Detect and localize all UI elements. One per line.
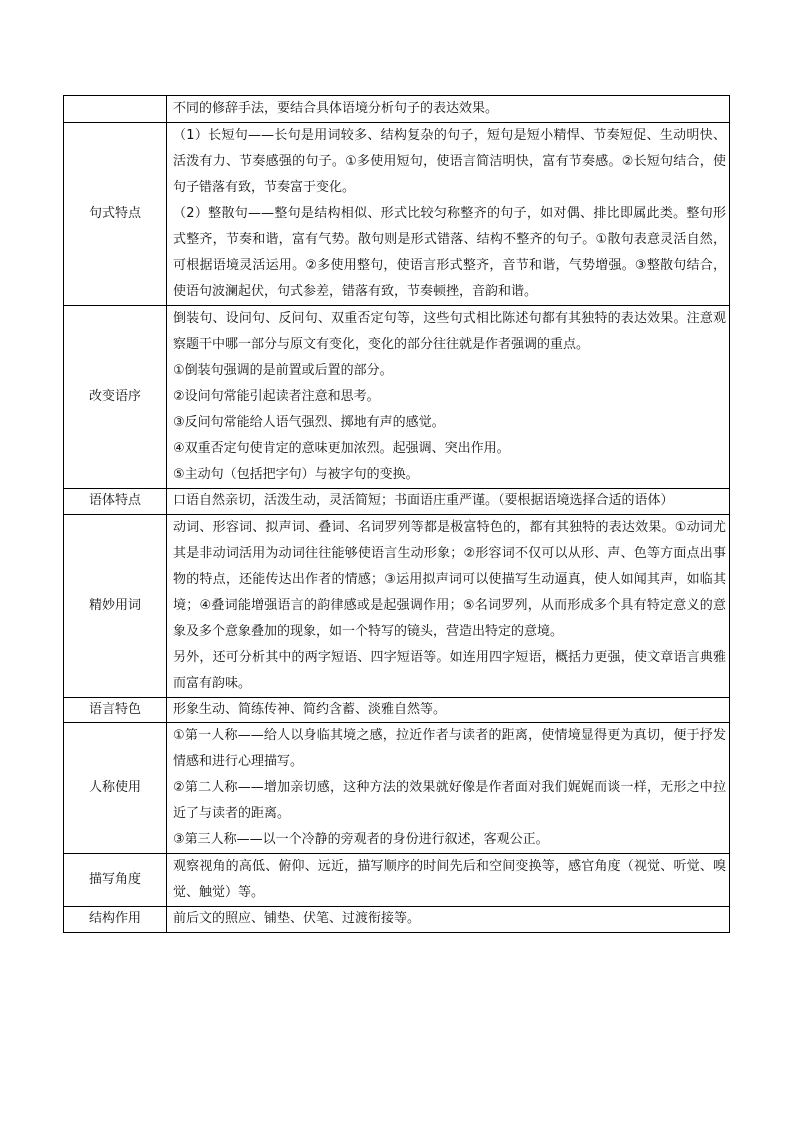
paragraph: ②设问句常能引起读者注意和思考。 [173,389,380,404]
row-content [167,697,730,723]
row-label-description-angle: 描写角度 [64,854,167,907]
paragraph: 观察视角的高低、俯仰、远近，描写顺序的时间先后和空间变换等，感官角度（视觉、听觉、嗅觉、触觉）等。 [173,859,726,900]
paragraph: ③第三人称——以一个冷静的旁观者的身份进行叙述，客观公正。 [173,832,549,847]
table-row [64,854,730,907]
row-content [167,907,730,933]
paragraph: 形象生动、简练传神、简约含蓄、淡雅自然等。 [173,701,447,717]
table-row [64,723,730,854]
paragraph: 另外，还可分析其中的两字短语、四字短语等。如连用四字短语，概括力更强，使文章语言典雅而富有韵味。 [173,649,726,691]
row-label-word-choice: 精妙用词 [64,514,167,697]
table-row [64,96,730,123]
row-label-register: 语体特点 [64,489,167,515]
paragraph: ④双重否定句使肯定的意味更加浓烈。起强调、突出作用。 [173,441,510,456]
row-label-sentence-features: 句式特点 [64,123,167,306]
row-content [167,123,730,306]
row-content [167,489,730,515]
row-content [167,96,730,123]
table-row [64,907,730,933]
row-content [167,854,730,907]
paragraph: ①倒装句强调的是前置或后置的部分。 [173,363,393,378]
row-label-word-order: 改变语序 [64,306,167,489]
table-row [64,514,730,697]
paragraph: ①第一人称——给人以身临其境之感，拉近作者与读者的距离，使情境显得更为真切，便于抒发情感和进行心理描写。 [173,728,726,769]
row-content [167,514,730,697]
row-label-structure: 结构作用 [64,907,167,933]
row-label-empty [64,96,167,123]
paragraph: （1）长短句——长句是用词较多、结构复杂的句子，短句是短小精悍、节奏短促、生动明快、活泼有力、节奏感强的句子。①多使用短句，使语言简洁明快，富有节奏感。②长短句结合，使句子错落有致，节奏富于变化。 [173,128,726,195]
paragraph: 前后文的照应、铺垫、伏笔、过渡衔接等。 [173,911,421,926]
paragraph: ②第二人称——增加亲切感，这种方法的效果就好像是作者面对我们娓娓而谈一样，无形之中拉近了与读者的距离。 [173,780,726,821]
row-label-language-style: 语言特色 [64,697,167,723]
paragraph: 动词、形容词、拟声词、叠词、名词罗列等都是极富特色的，都有其独特的表达效果。①动词尤其是非动词活用为动词往往能够使语言生动形象；②形容词不仅可以从形、声、色等方面点出事物的特点，还能传达出作者的情感；③运用拟声词可以使描写生动逼真，使人如闻其声，如临其境；④叠词能增强语言的韵律感或是起强调作用；⑤名词罗列，从而形成多个具有特定意义的意象及多个意象叠加的现象，如一个特写的镜头，营造出特定的意境。 [173,519,726,639]
content-table [63,95,730,933]
paragraph: 倒装句、设问句、反问句、双重否定句等，这些句式相比陈述句都有其独特的表达效果。注意观察题干中哪一部分与原文有变化，变化的部分往往就是作者强调的重点。 [173,311,726,352]
paragraph: 不同的修辞手法，要结合具体语境分析句子的表达效果。 [173,101,499,116]
table-row [64,697,730,723]
paragraph: ⑤主动句（包括把字句）与被字句的变换。 [173,467,419,482]
paragraph: （2）整散句——整句是结构相似、形式比较匀称整齐的句子，如对偶、排比即属此类。整句形式整齐，节奏和谐，富有气势。散句则是形式错落、结构不整齐的句子。①散句表意灵活自然，可根据语境灵活运用。②多使用整句，使语言形式整齐，音节和谐，气势增强。③整散句结合，使语句波澜起伏，句式参差，错落有致，节奏顿挫，音韵和谐。 [173,206,726,299]
row-content [167,723,730,854]
table-row [64,489,730,515]
table-row [64,306,730,489]
row-content [167,306,730,489]
paragraph: ③反问句常能给人语气强烈、掷地有声的感觉。 [173,415,445,430]
table-row [64,123,730,306]
paragraph: 口语自然亲切，活泼生动，灵活简短；书面语庄重严谨。（要根据语境选择合适的语体） [173,493,674,508]
row-label-person: 人称使用 [64,723,167,854]
